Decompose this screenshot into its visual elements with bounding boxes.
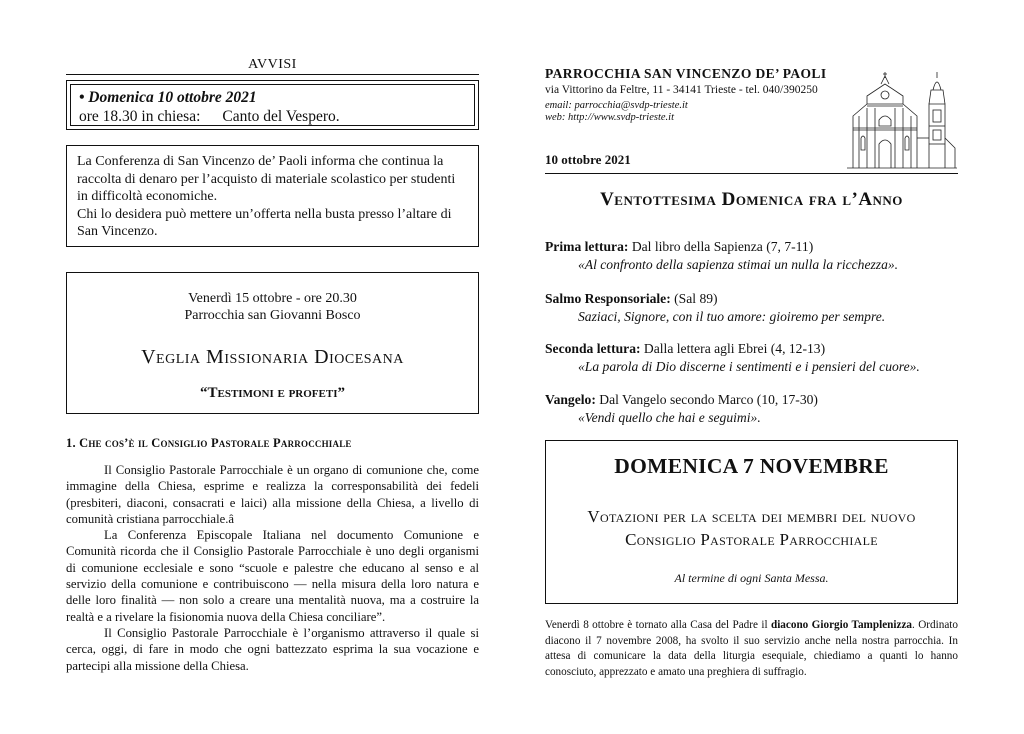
council-paragraph-2: La Conferenza Episcopale Italiana nel documento Comunione e Comunità ricorda che il Consiglio Pastorale Parrocchiale è uno degli organismi di comunione ecclesiale e sono “scuole e palestre che educano al senso e al servizio della comunione e contribuiscono — nella misura della loro natura e delle loro finalità — non solo a creare una mentalità nuova, ma a costruire la realtà e a rivelare la fisionomia nuova della Chiesa conciliare”. [66,528,479,624]
reading-first-line [545,238,965,256]
elections-title-1: Votazioni per la scelta dei membri del nuovo [587,507,916,526]
vigil-place: Parrocchia san Giovanni Bosco [184,308,361,323]
reading-label: Seconda lettura: [545,341,641,356]
notice-box-vigil [66,272,479,414]
reading-label: Prima lettura: [545,239,629,254]
parish-address: via Vittorino da Feltre, 11 - 34141 Trieste - tel. 040/390250 [545,84,818,96]
reading-label: Salmo Responsoriale: [545,291,671,306]
council-paragraph-1: Il Consiglio Pastorale Parrocchiale è un organo di comunione che, come immagine della Chiesa, esprime e realizza la corresponsabilità dei fedeli (presbiteri, diaconi, consacrati e laici) alla missione della Chiesa, a livello di comunità cristiana parrocchiale.â [66,463,479,526]
reading-source: Dalla lettera agli Ebrei (4, 12-13) [640,341,826,356]
vespers-time: ore 18.30 in chiesa: [79,108,201,125]
parish-name: PARROCCHIA SAN VINCENZO DE’ PAOLI [545,66,827,81]
reading-quote: Saziaci, Signore, con il tuo amore: gioiremo per sempre. [578,309,886,324]
reading-quote: «La parola di Dio discerne i sentimenti e i pensieri del cuore». [578,359,920,374]
reading-psalm [545,290,965,326]
elections-date: DOMENICA 7 NOVEMBRE [614,454,889,478]
vigil-subtitle: “Testimoni e profeti” [200,385,345,401]
notice-box-vespers-inner [70,84,475,126]
avvisi-divider [66,74,479,75]
reading-gospel [545,391,965,427]
deacon-notice [545,618,958,680]
reading-label: Vangelo: [545,392,596,407]
notice-box-vespers [66,80,479,130]
deacon-notice-pre: Venerdì 8 ottobre è tornato alla Casa del Padre il [545,619,771,631]
vespers-date: • Domenica 10 ottobre 2021 [79,89,257,106]
avvisi-heading: AVVISI [248,57,297,72]
elections-title-2: Consiglio Pastorale Parrocchiale [625,530,878,549]
reading-source: (Sal 89) [670,291,718,306]
sunday-title: Ventottesima Domenica fra l’Anno [600,189,903,210]
vigil-date: Venerdì 15 ottobre - ore 20.30 [188,291,357,306]
council-paragraph-3: Il Consiglio Pastorale Parrocchiale è l’organismo attraverso il quale si cerca, oggi, di fare in modo che ogni battezzato esprima la sua vocazione e partecipi alla missione della Chiesa. [66,625,479,673]
elections-when: Al termine di ogni Santa Messa. [674,571,829,585]
vespers-event: Canto del Vespero. [222,108,340,125]
conference-text-2: Chi lo desidera può mettere un’offerta nella busta presso l’altare di San Vincenzo. [77,206,452,239]
bulletin-date: 10 ottobre 2021 [545,152,631,167]
reading-first [545,238,965,274]
reading-second [545,340,965,376]
deacon-notice-post: . Ordinato diacono il 7 novembre 2008, ha svolto il suo servizio anche nella nostra parrocchia. In attesa di comunicare la data della liturgia esequiale, chiediamo a quanti lo hanno conosciuto, apprezzato e amato una preghiera di suffragio. [545,619,958,678]
reading-quote: «Vendi quello che hai e seguimi». [578,410,761,425]
reading-psalm-line [545,290,965,308]
reading-second-line [545,340,965,358]
section-title-council: 1. Che cos’è il Consiglio Pastorale Parrocchiale [66,436,352,450]
church-drawing-icon [845,68,960,170]
notice-box-conference [66,145,479,247]
header-divider [545,173,958,174]
reading-source: Dal libro della Sapienza (7, 7-11) [628,239,814,254]
reading-source: Dal Vangelo secondo Marco (10, 17-30) [595,392,818,407]
parish-web: web: http://www.svdp-trieste.it [545,112,675,123]
vespers-time-line [79,107,466,126]
parish-email: email: parrocchia@svdp-trieste.it [545,100,688,111]
conference-text-1: La Conferenza di San Vincenzo de’ Paoli informa che continua la raccolta di denaro per l’acquisto di materiale scolastico per studenti in difficoltà economiche. [77,154,456,204]
reading-quote: «Al confronto della sapienza stimai un nulla la ricchezza». [578,257,899,272]
vigil-title: Veglia Missionaria Diocesana [141,346,404,368]
deacon-name: diacono Giorgio Tamplenizza [770,619,913,631]
council-article [66,462,479,674]
notice-box-elections [545,440,958,604]
reading-gospel-line [545,391,965,409]
